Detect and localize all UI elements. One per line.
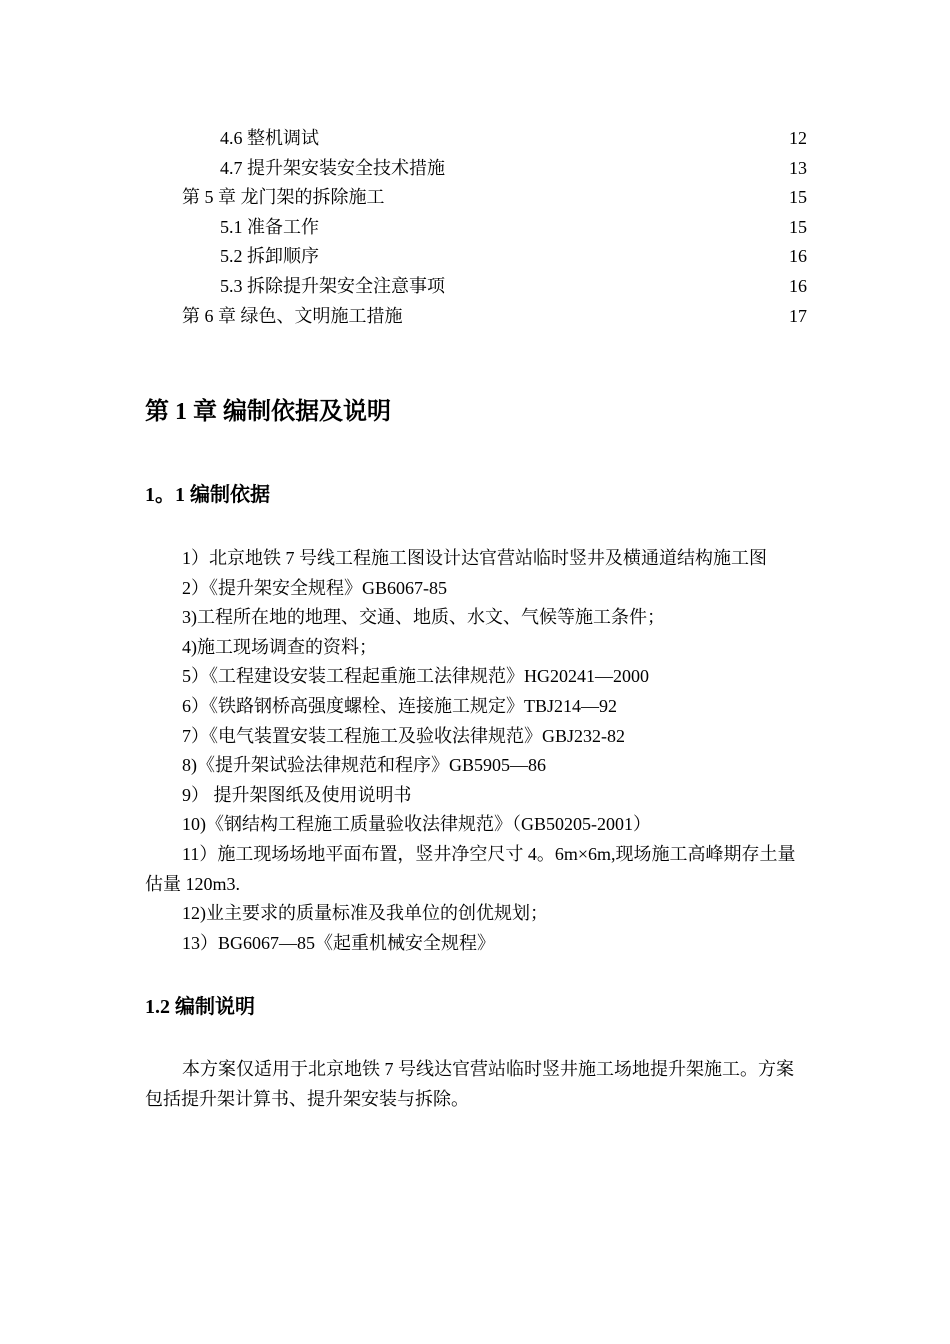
table-of-contents bbox=[182, 124, 807, 331]
toc-entry bbox=[182, 302, 807, 332]
toc-entry-page: 17 bbox=[789, 305, 807, 326]
reference-item: 2）《提升架安全规程》GB6067-85 bbox=[182, 577, 447, 598]
toc-entry-label: 4.7 提升架安装安全技术措施 bbox=[220, 157, 445, 178]
chapter-1-heading: 第 1 章 编制依据及说明 bbox=[145, 399, 391, 425]
section-1-2-heading: 1.2 编制说明 bbox=[145, 996, 255, 1018]
reference-item: 6）《铁路钢桥高强度螺栓、连接施工规定》TBJ214—92 bbox=[182, 695, 618, 716]
toc-entry-label: 4.6 整机调试 bbox=[220, 128, 319, 148]
reference-item: 11）施工现场场地平面布置，竖井净空尺寸 4。6m×6m,现场施工高峰期存土量估量 120m3. bbox=[145, 843, 796, 894]
toc-entry-page: 16 bbox=[789, 275, 807, 296]
toc-entry bbox=[182, 242, 807, 272]
toc-entry bbox=[182, 213, 807, 243]
reference-item: 1）北京地铁 7 号线工程施工图设计达官营站临时竖井及横通道结构施工图 bbox=[182, 548, 767, 568]
toc-entry-page: 16 bbox=[789, 246, 807, 267]
toc-entry bbox=[182, 154, 807, 184]
toc-entry bbox=[182, 124, 807, 154]
toc-entry-label: 第 6 章 绿色、文明施工措施 bbox=[182, 305, 403, 326]
toc-entry-label: 5.3 拆除提升架安全注意事项 bbox=[220, 275, 445, 296]
toc-entry-page: 15 bbox=[789, 216, 807, 237]
toc-entry-page: 15 bbox=[789, 187, 807, 208]
reference-item: 3)工程所在地的地理、交通、地质、水文、气候等施工条件； bbox=[182, 607, 665, 628]
reference-item: 4)施工现场调查的资料； bbox=[182, 636, 377, 657]
toc-entry-label: 第 5 章 龙门架的拆除施工 bbox=[182, 187, 385, 208]
reference-item: 5）《工程建设安装工程起重施工法律规范》HG20241—2000 bbox=[182, 666, 649, 687]
toc-entry bbox=[182, 272, 807, 302]
reference-item: 8)《提升架试验法律规范和程序》GB5905—86 bbox=[182, 755, 546, 776]
toc-entry-page: 12 bbox=[789, 128, 807, 148]
toc-entry bbox=[182, 183, 807, 213]
reference-item: 13）BG6067—85《起重机械安全规程》 bbox=[182, 932, 496, 953]
reference-item: 9） 提升架图纸及使用说明书 bbox=[182, 784, 412, 805]
reference-item: 10)《钢结构工程施工质量验收法律规范》（GB50205-2001） bbox=[182, 814, 651, 835]
reference-item: 7）《电气装置安装工程施工及验收法律规范》GBJ232-82 bbox=[182, 725, 626, 746]
section-1-1-heading: 1。1 编制依据 bbox=[145, 484, 270, 506]
reference-item: 12)业主要求的质量标准及我单位的创优规划； bbox=[182, 903, 548, 924]
section-1-2-paragraph: 本方案仅适用于北京地铁 7 号线达官营站临时竖井施工场地提升架施工。方案包括提升架计算书、提升架安装与拆除。 bbox=[145, 1059, 794, 1109]
reference-list bbox=[145, 544, 810, 958]
toc-entry-page: 13 bbox=[789, 157, 807, 178]
toc-entry-label: 5.1 准备工作 bbox=[220, 216, 319, 237]
toc-entry-label: 5.2 拆卸顺序 bbox=[220, 246, 319, 267]
